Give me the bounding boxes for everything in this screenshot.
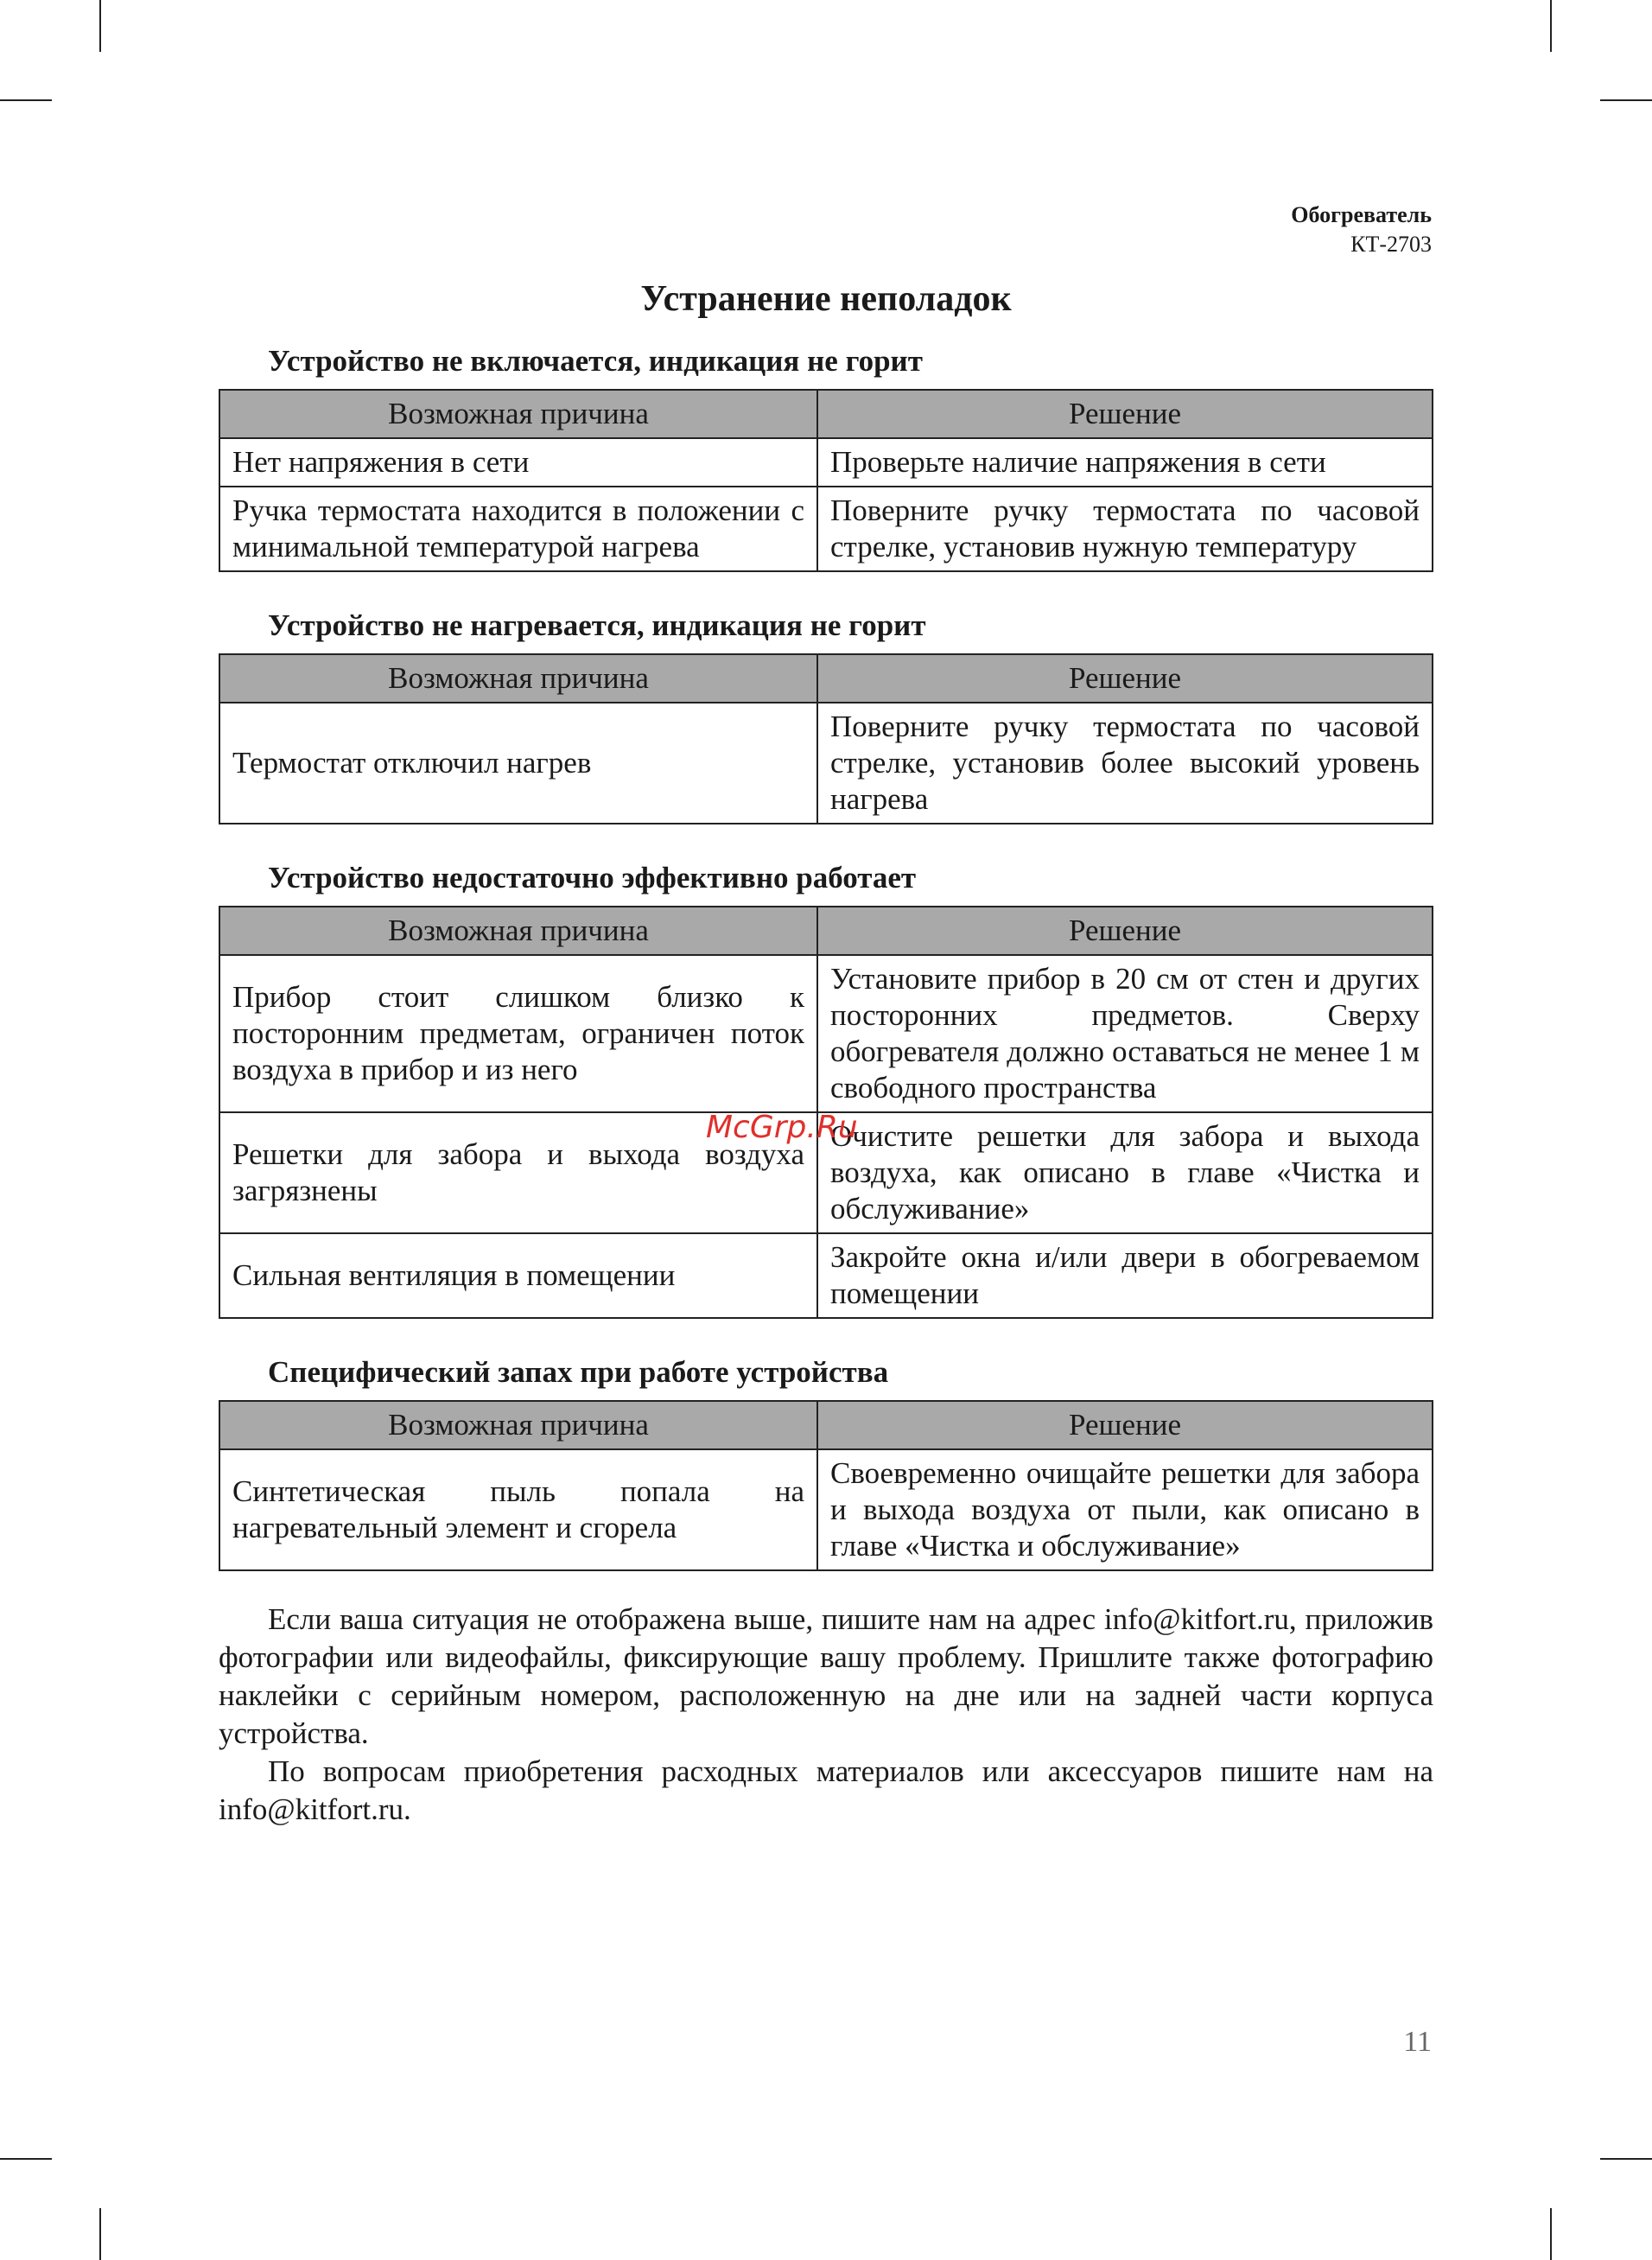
cause-cell: Нет напряжения в сети xyxy=(219,438,817,487)
column-header-cause: Возможная причина xyxy=(219,654,817,703)
column-header-solution: Решение xyxy=(817,390,1433,438)
column-header-solution: Решение xyxy=(817,654,1433,703)
page-number: 11 xyxy=(1403,2026,1432,2058)
troubleshooting-table xyxy=(219,653,1433,824)
section-title: Специфический запах при работе устройства xyxy=(268,1355,889,1389)
table-row xyxy=(219,438,1433,487)
cause-cell: Ручка термостата находится в положении с минимальной температурой нагрева xyxy=(219,487,817,571)
solution-cell: Очистите решетки для забора и выхода воздуха, как описано в главе «Чистка и обслуживание» xyxy=(817,1112,1433,1233)
table-header-row xyxy=(219,654,1433,703)
running-header xyxy=(1291,201,1432,259)
solution-cell: Поверните ручку термостата по часовой стрелке, установив более высокий уровень нагрева xyxy=(817,703,1433,824)
column-header-cause: Возможная причина xyxy=(219,907,817,955)
table-header-row xyxy=(219,907,1433,955)
section-title: Устройство не нагревается, индикация не горит xyxy=(268,608,926,642)
crop-mark xyxy=(1600,99,1652,101)
table-row xyxy=(219,703,1433,824)
troubleshooting-table xyxy=(219,389,1433,572)
header-product: Обогреватель xyxy=(1291,202,1432,227)
table-row xyxy=(219,955,1433,1112)
crop-mark xyxy=(99,2208,101,2260)
cause-cell: Прибор стоит слишком близко к посторонним предметам, ограничен поток воздуха в прибор и из него xyxy=(219,955,817,1112)
table-header-row xyxy=(219,1401,1433,1449)
crop-mark xyxy=(0,99,52,101)
watermark: McGrp.Ru xyxy=(706,1110,858,1145)
cause-cell: Синтетическая пыль попала на нагревательный элемент и сгорела xyxy=(219,1449,817,1570)
column-header-solution: Решение xyxy=(817,1401,1433,1449)
table-header-row xyxy=(219,390,1433,438)
troubleshooting-table xyxy=(219,1400,1433,1571)
solution-cell: Своевременно очищайте решетки для забора и выхода воздуха от пыли, как описано в главе «Чистка и обслуживание» xyxy=(817,1449,1433,1570)
column-header-solution: Решение xyxy=(817,907,1433,955)
table-row xyxy=(219,1449,1433,1570)
solution-cell: Поверните ручку термостата по часовой стрелке, установив нужную температуру xyxy=(817,487,1433,571)
crop-mark xyxy=(0,2158,52,2160)
section-title: Устройство недостаточно эффективно работает xyxy=(268,861,917,894)
cause-cell: Термостат отключил нагрев xyxy=(219,703,817,824)
column-header-cause: Возможная причина xyxy=(219,390,817,438)
accessories-paragraph: По вопросам приобретения расходных материалов или аксессуаров пишите нам на info@kitfort.ru. xyxy=(219,1754,1433,1826)
column-header-cause: Возможная причина xyxy=(219,1401,817,1449)
solution-cell: Проверьте наличие напряжения в сети xyxy=(817,438,1433,487)
crop-mark xyxy=(1550,2208,1552,2260)
solution-cell: Установите прибор в 20 см от стен и других посторонних предметов. Сверху обогревателя должно оставаться не менее 1 м свободного пространства xyxy=(817,955,1433,1112)
table-row xyxy=(219,1233,1433,1318)
cause-cell: Решетки для забора и выхода воздуха загрязнены xyxy=(219,1112,817,1233)
table-row xyxy=(219,487,1433,571)
crop-mark xyxy=(1550,0,1552,52)
header-model: КТ-2703 xyxy=(1350,232,1432,257)
page-content xyxy=(219,275,1433,1829)
cause-cell: Сильная вентиляция в помещении xyxy=(219,1233,817,1318)
solution-cell: Закройте окна и/или двери в обогреваемом помещении xyxy=(817,1233,1433,1318)
contact-paragraph: Если ваша ситуация не отображена выше, пишите нам на адрес info@kitfort.ru, приложив фотографии или видеофайлы, фиксирующие вашу проблему. Пришлите также фотографию наклейки с серийным номером, расположенную на дне или на задней части корпуса устройства. xyxy=(219,1602,1433,1750)
crop-mark xyxy=(1600,2158,1652,2160)
page-title: Устранение неполадок xyxy=(640,279,1012,319)
section-title: Устройство не включается, индикация не горит xyxy=(268,344,923,378)
crop-mark xyxy=(99,0,101,52)
